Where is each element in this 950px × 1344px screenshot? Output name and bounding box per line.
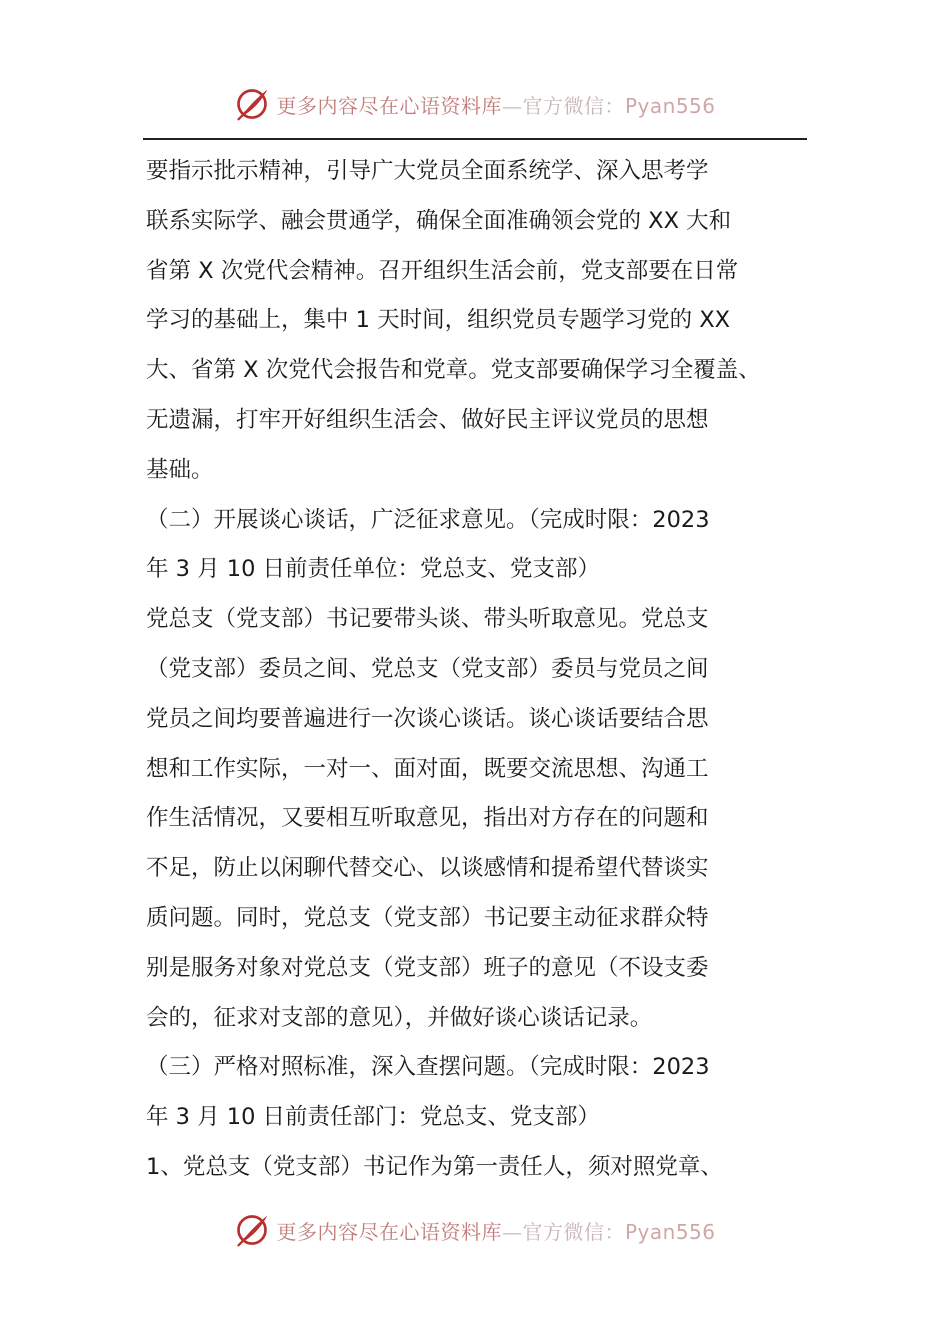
header-divider xyxy=(143,138,807,140)
body-line: 学习的基础上，集中 1 天时间，组织党员专题学习党的 XX xyxy=(146,307,731,334)
body-line: 联系实际学、融会贯通学，确保全面准确领会党的 XX 大和 xyxy=(146,207,732,234)
watermark-text: 更多内容尽在心语资料库—官方微信：Pyan556 xyxy=(276,93,716,118)
header-watermark xyxy=(0,82,950,126)
body-line: 要指示批示精神，引导广大党员全面系统学、深入思考学 xyxy=(146,158,709,184)
body-line: 别是服务对象对党总支（党支部）班子的意见（不设支委 xyxy=(146,954,709,981)
body-line: （党支部）委员之间、党总支（党支部）委员与党员之间 xyxy=(146,655,709,682)
section-heading: （二）开展谈心谈话，广泛征求意见。（完成时限：2023 xyxy=(146,506,710,533)
body-line: 党员之间均要普遍进行一次谈心谈话。谈心谈话要结合思 xyxy=(146,705,709,732)
quill-logo-icon xyxy=(234,86,270,122)
body-line: 质问题。同时，党总支（党支部）书记要主动征求群众特 xyxy=(146,904,709,931)
body-line: 不足，防止以闲聊代替交心、以谈感情和提希望代替谈实 xyxy=(146,855,709,882)
watermark-text: 更多内容尽在心语资料库—官方微信：Pyan556 xyxy=(276,1219,716,1244)
body-line: 无遗漏，打牢开好组织生活会、做好民主评议党员的思想 xyxy=(146,406,709,433)
section-heading-cont: 年 3 月 10 日前责任部门：党总支、党支部） xyxy=(146,1104,601,1131)
body-line: 党总支（党支部）书记要带头谈、带头听取意见。党总支 xyxy=(146,606,709,633)
body-line: 会的，征求对支部的意见），并做好谈心谈话记录。 xyxy=(146,1004,653,1031)
footer-watermark xyxy=(0,1208,950,1252)
section-heading: （三）严格对照标准，深入查摆问题。（完成时限：2023 xyxy=(146,1054,710,1081)
document-body xyxy=(146,147,816,1193)
body-line: 基础。 xyxy=(146,456,214,483)
body-line: 大、省第 X 次党代会报告和党章。党支部要确保学习全覆盖、 xyxy=(146,357,761,384)
body-line: 想和工作实际，一对一、面对面，既要交流思想、沟通工 xyxy=(146,755,709,782)
section-heading-cont: 年 3 月 10 日前责任单位：党总支、党支部） xyxy=(146,556,601,583)
body-line: 作生活情况，又要相互听取意见，指出对方存在的问题和 xyxy=(146,805,709,832)
body-line: 1、党总支（党支部）书记作为第一责任人，须对照党章、 xyxy=(146,1153,723,1180)
body-line: 省第 X 次党代会精神。召开组织生活会前，党支部要在日常 xyxy=(146,257,739,284)
quill-logo-icon xyxy=(234,1212,270,1248)
